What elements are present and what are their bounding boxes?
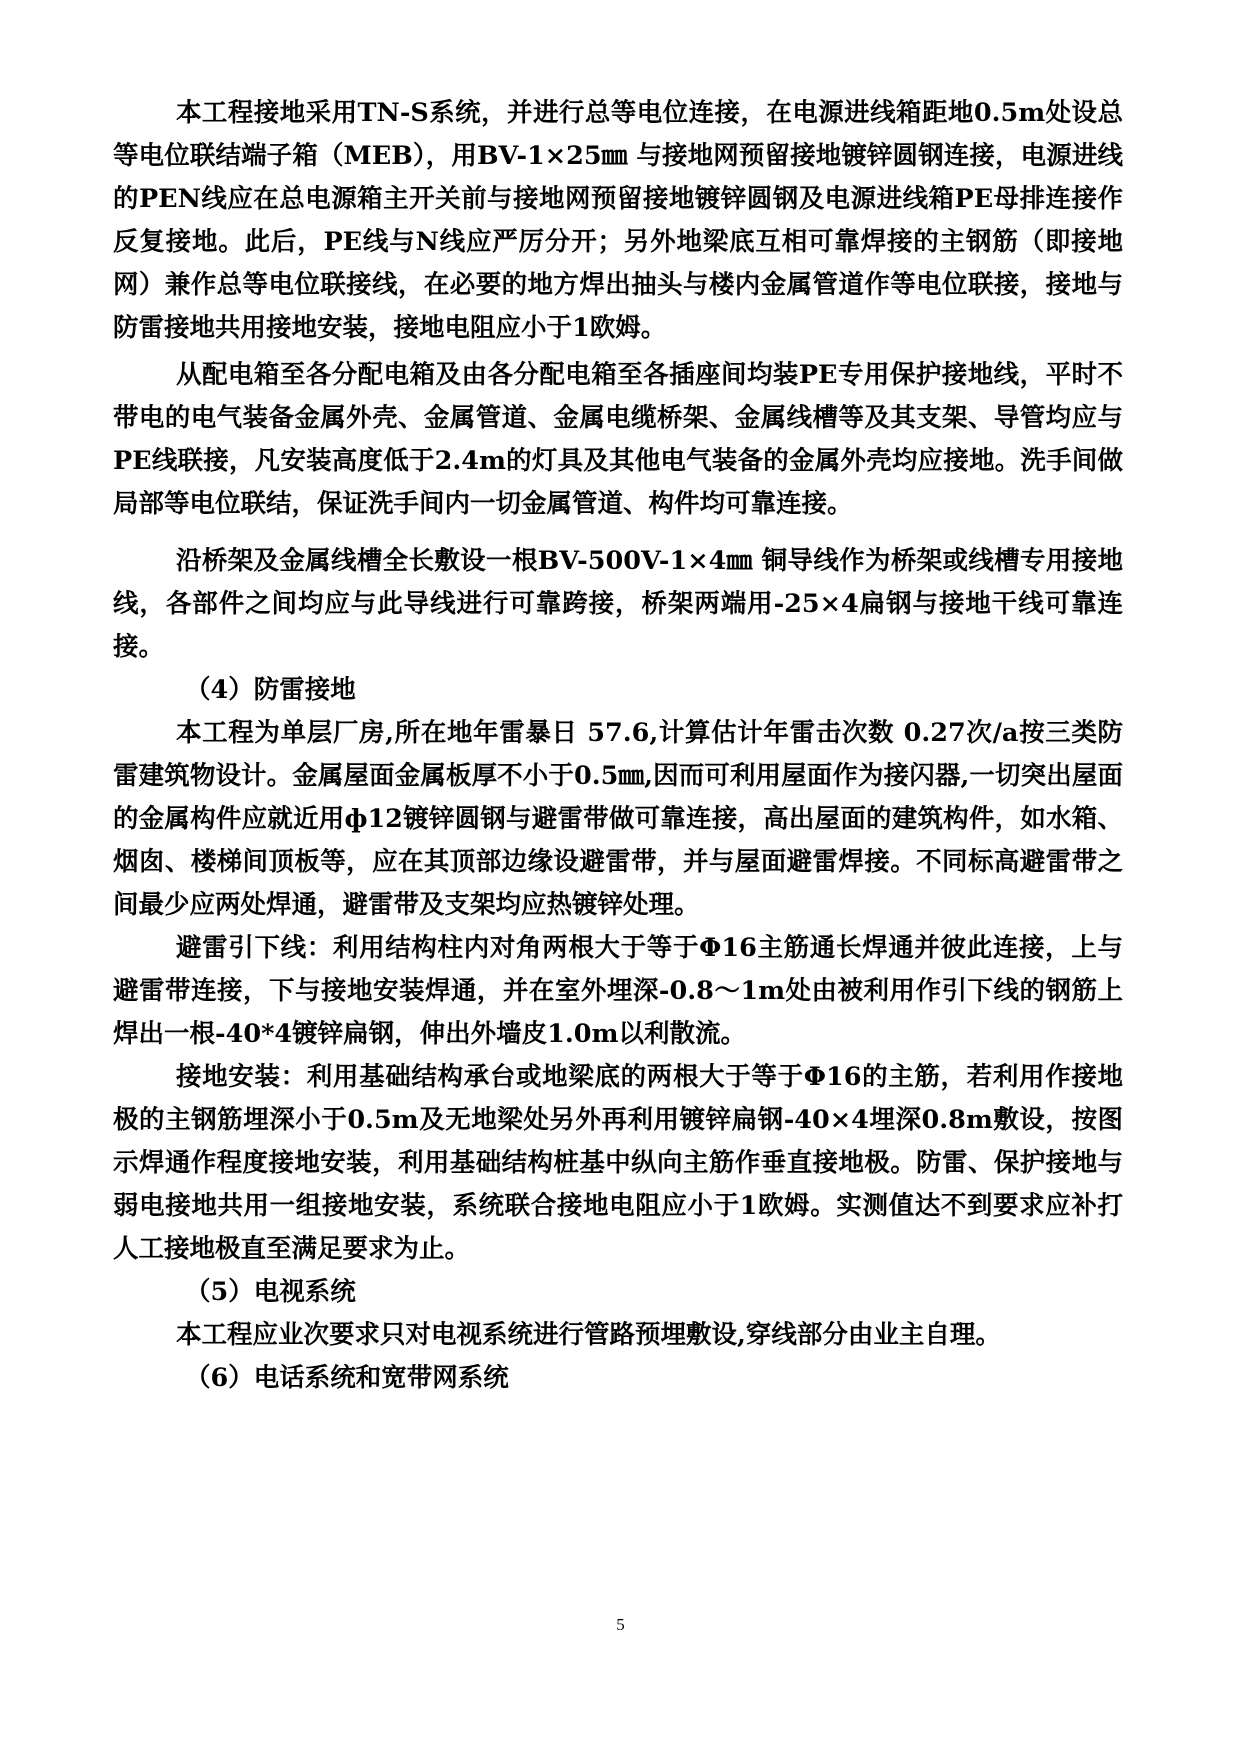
paragraph-tv-system: 本工程应业次要求只对电视系统进行管路预埋敷设,穿线部分由业主自理。 (176, 1320, 1001, 1350)
paragraph-pe-protection: 从配电箱至各分配电箱及由各分配电箱至各插座间均装PE专用保护接地线，平时不带电的电气装备金属外壳、金属管道、金属电缆桥架、金属线槽等及其支架、导管均应与PE线联接，凡安装高度低于2.4m的灯具及其他电气装备的金属外壳均应接地。洗手间做局部等电位联结，保证洗手间内一切金属管道、构件均可靠连接。 (113, 360, 1123, 519)
paragraph-grounding-installation: 接地安装：利用基础结构承台或地梁底的两根大于等于Φ16的主筋，若利用作接地极的主钢筋埋深小于0.5m及无地梁处另外再利用镀锌扁钢-40×4埋深0.8m敷设，按图示焊通作程度接地安装，利用基础结构桩基中纵向主筋作垂直接地极。防雷、保护接地与弱电接地共用一组接地安装，系统联合接地电阻应小于1欧姆。实测值达不到要求应补打人工接地极直至满足要求为止。 (113, 1062, 1123, 1264)
paragraph-down-conductor: 避雷引下线：利用结构柱内对角两根大于等于Φ16主筋通长焊通并彼此连接，上与避雷带连接，下与接地安装焊通，并在室外埋深-0.8～1m处由被利用作引下线的钢筋上焊出一根-40*4镀锌扁钢，伸出外墙皮1.0m以利散流。 (113, 933, 1123, 1049)
document-body (113, 92, 1123, 1400)
paragraph-cable-tray-grounding: 沿桥架及金属线槽全长敷设一根BV-500V-1×4㎜ 铜导线作为桥架或线槽专用接地线，各部件之间均应与此导线进行可靠跨接，桥架两端用-25×4扁钢与接地干线可靠连接。 (113, 546, 1123, 662)
heading-tv-system: （5）电视系统 (185, 1277, 356, 1307)
paragraph-grounding-system: 本工程接地采用TN-S系统，并进行总等电位连接，在电源进线箱距地0.5m处设总等电位联结端子箱（MEB），用BV-1×25㎜ 与接地网预留接地镀锌圆钢连接，电源进线的PEN线应在总电源箱主开关前与接地网预留接地镀锌圆钢及电源进线箱PE母排连接作反复接地。此后，PE线与N线应严厉分开；另外地梁底互相可靠焊接的主钢筋（即接地网）兼作总等电位联接线，在必要的地方焊出抽头与楼内金属管道作等电位联接，接地与防雷接地共用接地安装，接地电阻应小于1欧姆。 (113, 98, 1123, 343)
paragraph-lightning-design: 本工程为单层厂房,所在地年雷暴日 57.6,计算估计年雷击次数 0.27次/a按三类防雷建筑物设计。金属屋面金属板厚不小于0.5㎜,因而可利用屋面作为接闪器,一切突出屋面的金属构件应就近用ф12镀锌圆钢与避雷带做可靠连接，高出屋面的建筑构件，如水箱、烟囱、楼梯间顶板等，应在其顶部边缘设避雷带，并与屋面避雷焊接。不同标高避雷带之间最少应两处焊通，避雷带及支架均应热镀锌处理。 (113, 718, 1123, 920)
heading-telephone-broadband: （6）电话系统和宽带网系统 (185, 1363, 509, 1393)
heading-lightning-grounding: （4）防雷接地 (185, 675, 356, 705)
page-number: 5 (616, 1615, 625, 1634)
